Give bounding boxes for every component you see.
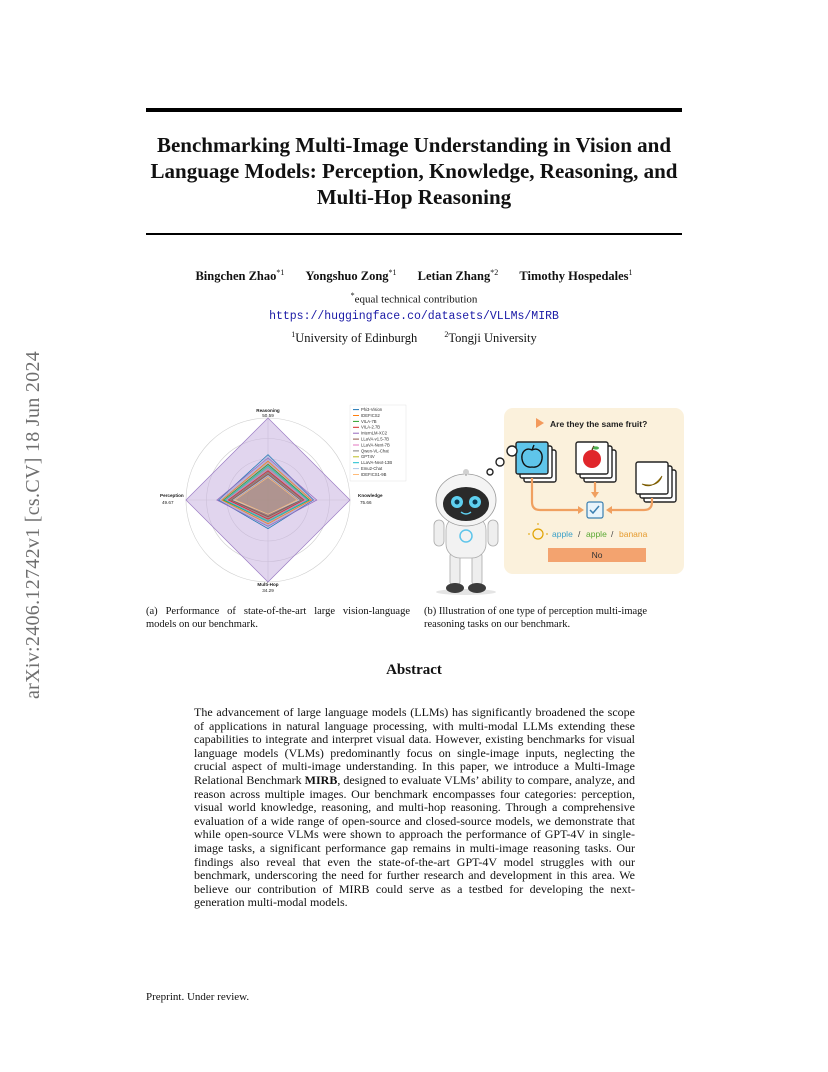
radar-axis-max-label: 49.67 — [162, 500, 174, 505]
legend-entry: GPT4V — [361, 454, 375, 460]
legend-entry: LLaVA-v1.5-7B — [361, 436, 390, 442]
question-text: Are they the same fruit? — [550, 419, 648, 429]
author: Letian Zhang$^{*2}$ — [417, 268, 499, 284]
image-stack-2 — [576, 442, 616, 482]
contribution-note: *equal technical contribution — [350, 291, 478, 306]
author-list — [146, 268, 682, 284]
affiliation: $^1$University of Edinburgh — [291, 330, 418, 346]
radar-axis-label: Multi-Hop — [257, 582, 279, 587]
robot-mascot — [434, 469, 498, 595]
label-apple-1: apple — [552, 529, 573, 539]
label-apple-2: apple — [586, 529, 607, 539]
paper-title: Benchmarking Multi-Image Understanding in Vision and Language Models: Perception, Knowledge, Reasoning, and Multi-Hop Reasoning — [150, 133, 678, 209]
legend-entry: Qwen-VL-Chat — [361, 448, 389, 454]
affiliation: $^2$Tongji University — [444, 330, 537, 346]
legend-entry: Phi3-Vision — [361, 407, 383, 412]
legend-entry: VILA-7B — [361, 418, 377, 424]
analysis-icon — [587, 502, 603, 518]
radar-axis-label: Knowledge — [358, 493, 383, 498]
author: Bingchen Zhao$^{*1}$ — [195, 268, 285, 284]
legend-entry: IDEFICS2 — [361, 412, 380, 418]
abstract-body: The advancement of large language models (LLMs) has significantly broadened the scope of applications in natural language processing, with multi-modal LLMs extending these capabilities to integrate and interpret visual data. However, existing benchmarks for visual language models (VLMs) predominantly focus on single-image inputs, neglecting the crucial aspect of multi-image understanding. In this paper, we introduce a Multi-Image Relational Benchmark MIRB, designed to evaluate VLMs’ ability to compare, analyze, and reason across multiple images. Our benchmark encompasses four categories: perception, visual world knowledge, reasoning, and multi-hop reasoning. Through a comprehensive evaluation of a wide range of open-source and closed-source models, we demonstrate that while open-source VLMs were shown to approach the performance of GPT-4V in single-image tasks, a significant performance gap remains in multi-image reasoning tasks. Our findings also reveal that even the state-of-the-art GPT-4V model struggles with our benchmark, underscoring the need for further research and development in this area. We believe our contribution of MIRB could serve as a testbed for developing the next-generation multi-modal models. — [194, 705, 635, 910]
affiliations — [146, 330, 682, 346]
radar-chart — [140, 398, 410, 598]
apple-icon — [583, 450, 601, 468]
title-bottom-rule — [146, 233, 682, 235]
legend-entry: Emu2-Chat — [361, 466, 383, 471]
radar-axis-max-label: 75.66 — [360, 500, 372, 505]
label-separator: / — [578, 529, 581, 539]
answer-text: No — [591, 550, 603, 560]
author: Yongshuo Zong$^{*1}$ — [305, 268, 397, 284]
legend-entry: LLaVA-Next-13B — [361, 460, 393, 466]
legend-entry: VILA-2.7B — [361, 424, 381, 430]
figure-a-caption: (a) Performance of state-of-the-art large vision-language models on our benchmark. — [146, 606, 410, 630]
title-top-rule — [146, 108, 682, 112]
dataset-link[interactable]: https://huggingface.co/datasets/VLLMs/MIRB — [269, 310, 559, 323]
image-stack-1 — [516, 442, 556, 482]
label-separator: / — [611, 529, 614, 539]
radar-axis-label: Reasoning — [256, 408, 280, 413]
radar-axis-label: Perception — [160, 493, 184, 498]
image-stack-3 — [636, 462, 676, 502]
abstract-heading: Abstract — [386, 662, 442, 678]
legend-entry: IDEFICS1-9B — [361, 471, 387, 477]
footer-note: Preprint. Under review. — [146, 991, 250, 1003]
radar-axis-max-label: 50.59 — [262, 413, 274, 418]
radar-axis-max-label: 34.29 — [262, 588, 274, 593]
author: Timothy Hospedales$^1$ — [519, 268, 633, 284]
legend-entry: InternLM-XC2 — [361, 430, 388, 436]
arxiv-identifier: arXiv:2406.12742v1 [cs.CV] 18 Jun 2024 — [22, 350, 44, 700]
task-illustration — [420, 404, 686, 596]
label-banana: banana — [619, 529, 648, 539]
figure-b-caption: (b) Illustration of one type of perception multi-image reasoning tasks on our benchmark. — [424, 606, 648, 630]
legend-entry: LLaVA-Next-7B — [361, 442, 390, 448]
